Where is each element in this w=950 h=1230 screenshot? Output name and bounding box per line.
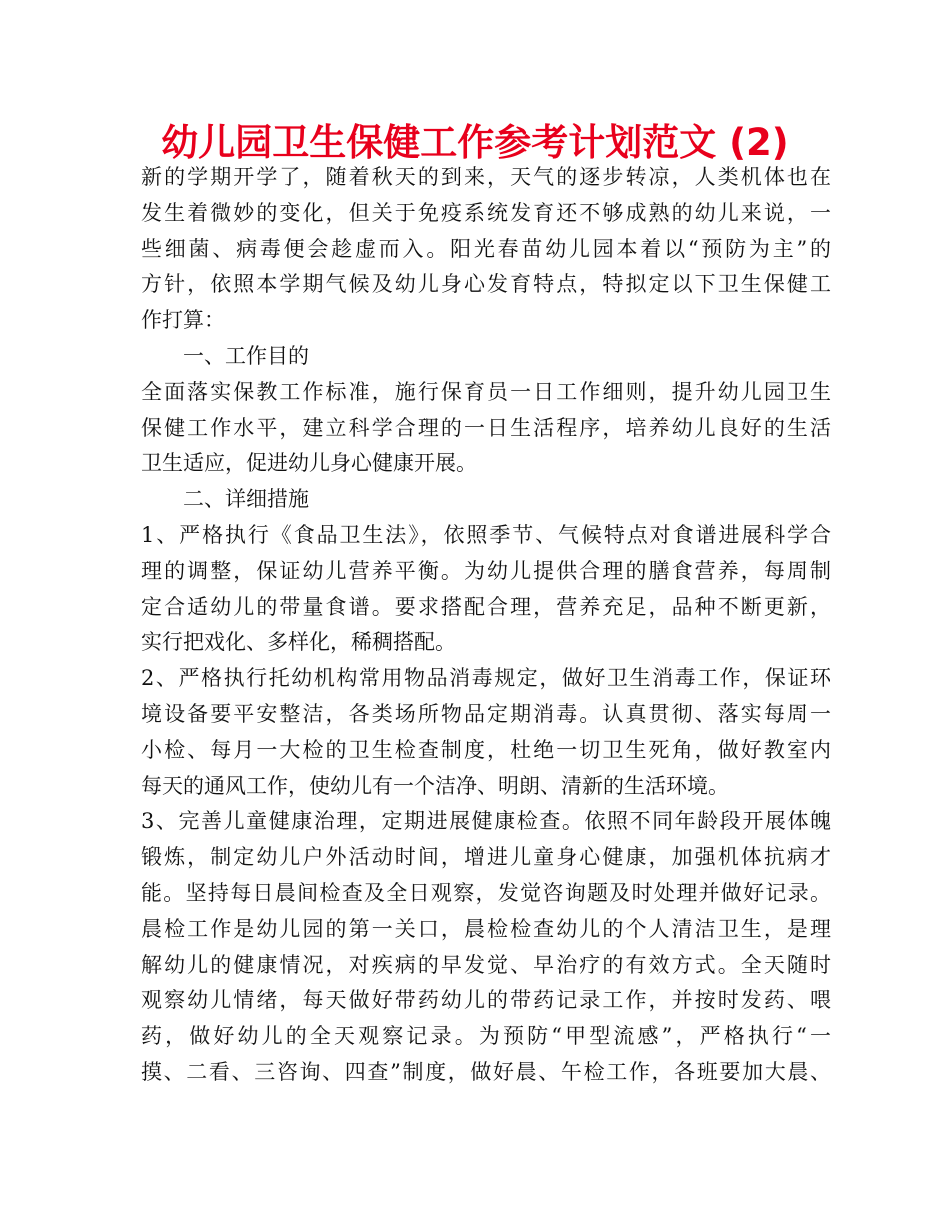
paragraph-line: 境设备要平安整洁，各类场所物品定期消毒。认真贯彻、落实每周一 (141, 701, 831, 726)
paragraph-line: 定合适幼儿的带量食谱。要求搭配合理，营养充足，品种不断更新， (141, 594, 831, 619)
paragraph-line: 全面落实保教工作标准，施行保育员一日工作细则，提升幼儿园卫生 (141, 379, 831, 404)
paragraph-line: 解幼儿的健康情况，对疾病的早发觉、早治疗的有效方式。全天随时 (141, 952, 831, 977)
paragraph-line: 药，做好幼儿的全天观察记录。为预防“甲型流感”，严格执行“一 (141, 1024, 831, 1049)
document-title: 幼儿园卫生保健工作参考计划范文 (2) (161, 121, 789, 164)
paragraph-line: 方针，依照本学期气候及幼儿身心发育特点，特拟定以下卫生保健工 (141, 272, 831, 297)
paragraph-line: 锻炼，制定幼儿户外活动时间，增进儿童身心健康，加强机体抗病才 (141, 845, 831, 870)
section-heading: 二、详细措施 (183, 487, 309, 512)
paragraph-line: 卫生适应，促进幼儿身心健康开展。 (141, 451, 477, 476)
paragraph-line: 3、完善儿童健康治理，定期进展健康检查。依照不同年龄段开展体魄 (141, 809, 831, 834)
document-body (141, 160, 831, 1091)
paragraph-line: 1、严格执行《食品卫生法》，依照季节、气候特点对食谱进展科学合 (141, 522, 831, 547)
paragraph-line: 每天的通风工作，使幼儿有一个洁净、明朗、清新的生活环境。 (141, 773, 729, 798)
paragraph-line: 实行把戏化、多样化，稀稠搭配。 (141, 630, 456, 655)
paragraph-line: 理的调整，保证幼儿营养平衡。为幼儿提供合理的膳食营养，每周制 (141, 558, 831, 583)
paragraph-line: 作打算： (141, 308, 225, 333)
paragraph-line: 小检、每月一大检的卫生检查制度，杜绝一切卫生死角，做好教室内 (141, 737, 831, 762)
paragraph-line: 发生着微妙的变化，但关于免疫系统发育还不够成熟的幼儿来说，一 (141, 200, 831, 225)
paragraph-line: 2、严格执行托幼机构常用物品消毒规定，做好卫生消毒工作，保证环 (141, 666, 831, 691)
paragraph-line: 保健工作水平，建立科学合理的一日生活程序，培养幼儿良好的生活 (141, 415, 831, 440)
paragraph-line: 能。坚持每日晨间检查及全日观察，发觉咨询题及时处理并做好记录。 (141, 880, 831, 905)
paragraph-line: 些细菌、病毒便会趁虚而入。阳光春苗幼儿园本着以“预防为主”的 (141, 236, 831, 261)
paragraph-line: 新的学期开学了，随着秋天的到来，天气的逐步转凉，人类机体也在 (141, 165, 831, 189)
paragraph-line: 观察幼儿情绪，每天做好带药幼儿的带药记录工作，并按时发药、喂 (141, 988, 831, 1013)
section-heading: 一、工作目的 (183, 343, 309, 368)
paragraph-line: 晨检工作是幼儿园的第一关口，晨检检查幼儿的个人清洁卫生，是理 (141, 916, 831, 941)
paragraph-line: 摸、二看、三咨询、四查”制度，做好晨、午检工作，各班要加大晨、 (141, 1059, 831, 1084)
